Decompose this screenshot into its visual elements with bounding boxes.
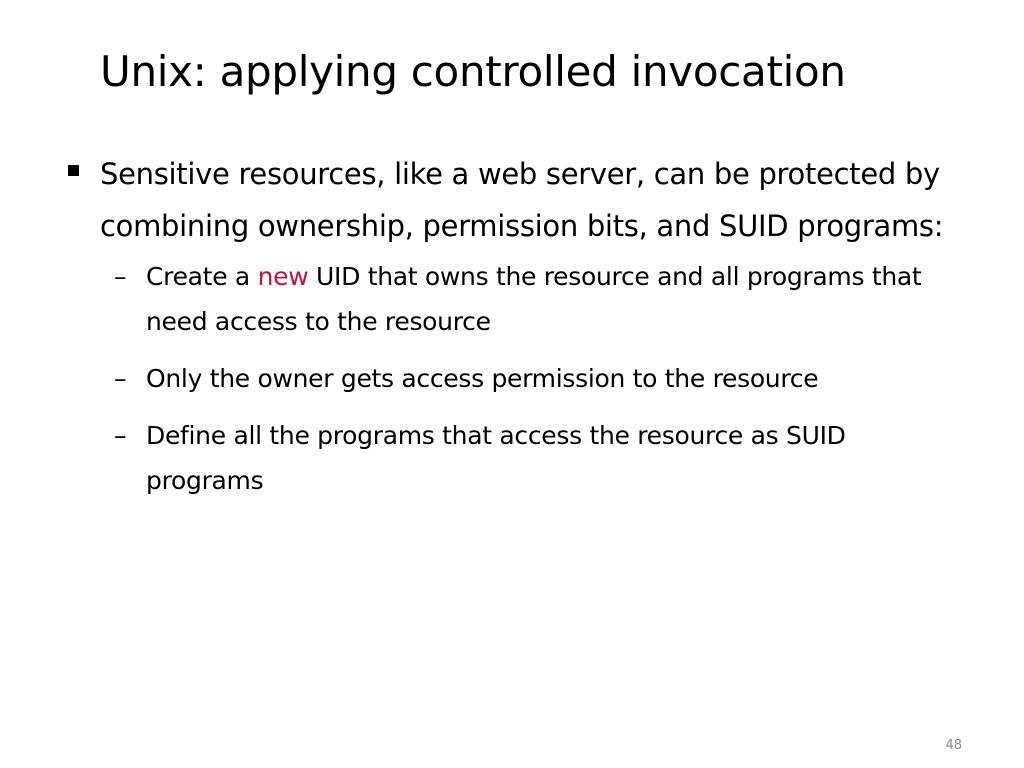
square-bullet-icon xyxy=(68,165,79,176)
dash-bullet-icon: – xyxy=(114,262,127,291)
bullet-text: Sensitive resources, like a web server, can be protected by combining ownership, permission bits, and SUID programs: xyxy=(100,157,944,243)
sub-bullet-text: Define all the programs that access the resource as SUID programs xyxy=(146,421,846,495)
sub-bullet-item xyxy=(114,413,948,503)
sub-bullet-text-before: Create a xyxy=(146,262,258,291)
dash-bullet-icon: – xyxy=(114,421,127,450)
highlight-text: new xyxy=(257,262,309,291)
slide-title: Unix: applying controlled invocation xyxy=(100,47,846,96)
sub-bullet-item xyxy=(114,254,948,344)
sub-bullet-list xyxy=(114,254,948,503)
slide-content xyxy=(68,148,948,515)
sub-bullet-item xyxy=(114,356,948,401)
sub-bullet-text-after: UID that owns the resource and all programs that need access to the resource xyxy=(146,262,922,336)
sub-bullet-text: Only the owner gets access permission to the resource xyxy=(146,364,819,393)
page-number: 48 xyxy=(945,738,962,753)
dash-bullet-icon: – xyxy=(114,364,127,393)
bullet-item xyxy=(68,148,948,252)
